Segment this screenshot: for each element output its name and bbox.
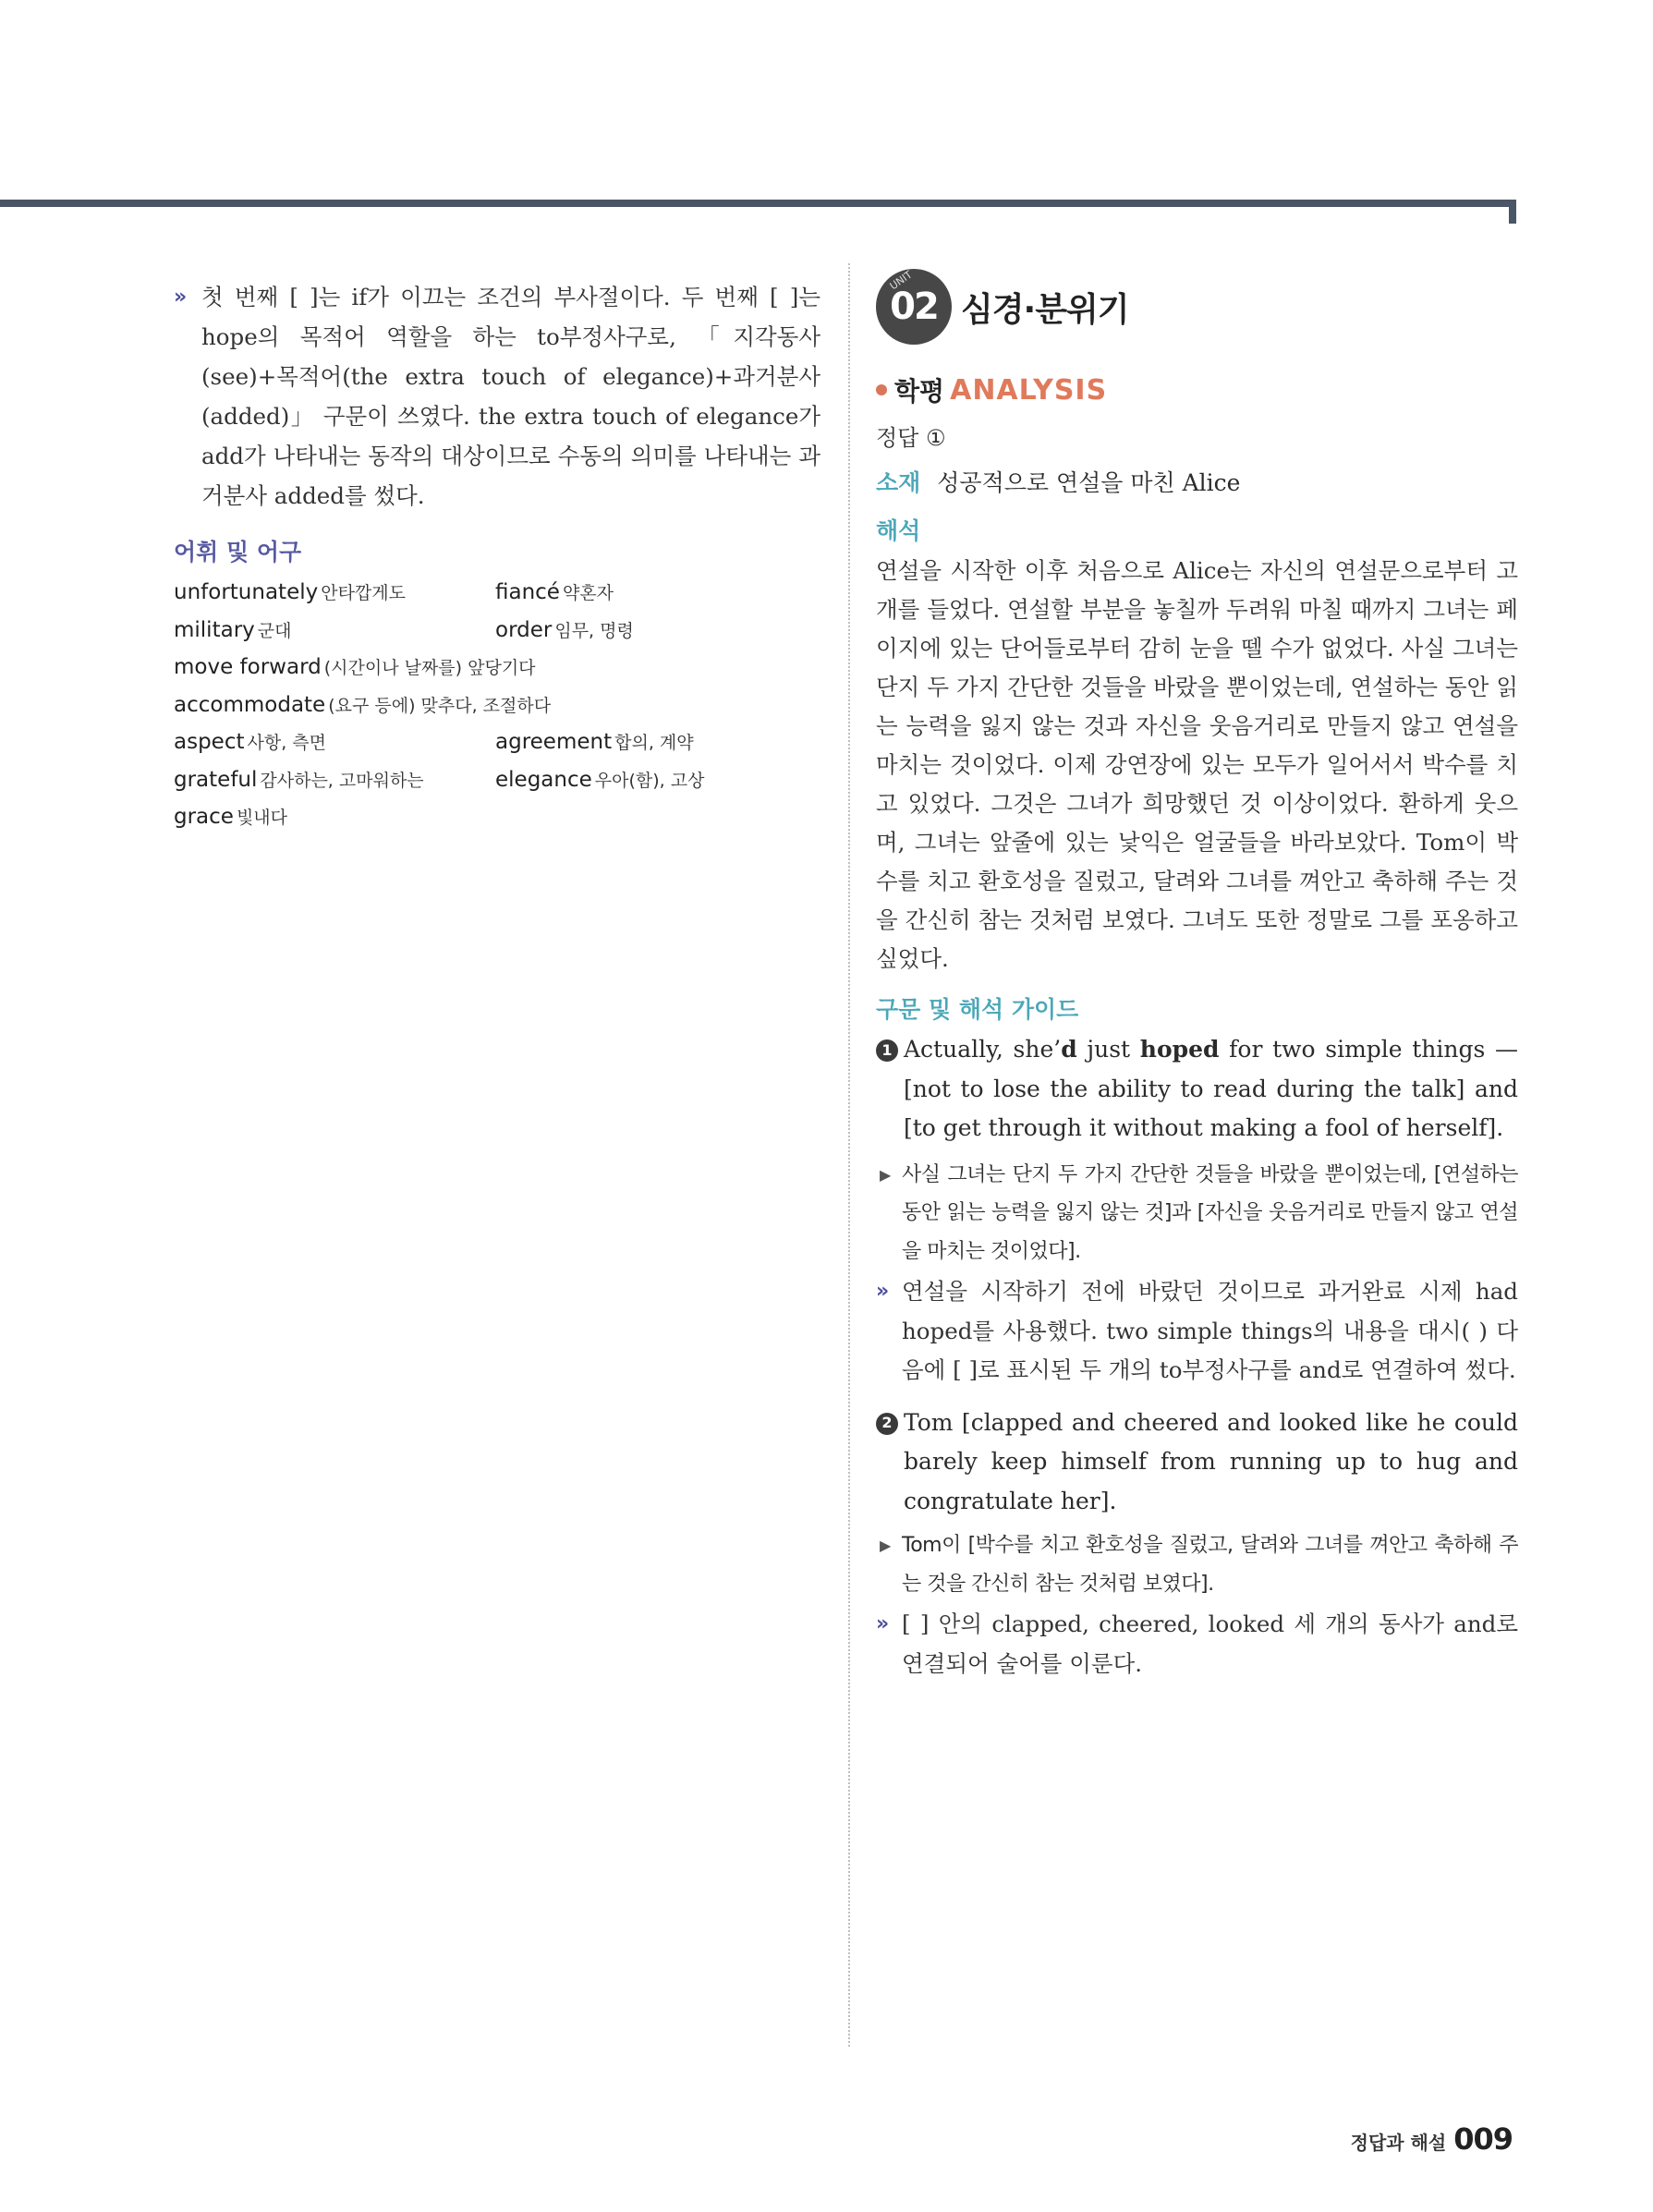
translation-title: 해석 [876,517,921,544]
vocab-word: fiancé [495,580,560,604]
vocab-row [174,762,820,800]
triangle-right-icon: ▶ [880,1537,891,1554]
vocab-row [174,799,820,837]
vocab-title: 어휘 및 어구 [174,539,302,565]
vocab-row [174,575,820,613]
vocab-row [174,687,820,725]
vocab-list [174,575,820,837]
left-column [174,277,820,837]
grammar-note [174,277,820,516]
vocab-entry [495,762,704,800]
sentence-2: Tom [clapped and cheered and looked like he could barely keep himself from running up to hug and congratulate her]. [904,1408,1518,1514]
translation-1-text: 사실 그녀는 단지 두 가지 간단한 것들을 바랐을 뿐이었는데, [연설하는 동안 읽는 능력을 잃지 않는 것]과 [자신을 웃음거리로 만들지 않고 연설을 마치는 것이었다]. [902,1162,1518,1263]
analysis-en: ANALYSIS [950,373,1108,407]
vocab-entry [174,687,552,725]
page-footer [1351,2121,1513,2157]
vocab-word: grace [174,805,234,829]
double-chevron-icon: » [876,1612,887,1635]
vocab-entry [495,575,614,613]
unit-header [876,268,1518,346]
header-rule [0,200,1516,207]
vocab-meaning: (시간이나 날짜를) 앞당기다 [323,658,536,678]
number-1-icon: 1 [876,1039,898,1062]
guide-item-2 [876,1404,1518,1522]
vocab-meaning: 감사하는, 고마워하는 [260,770,424,791]
vocab-entry [174,650,536,687]
sentence-1-e: for two simple things — [not to lose the ability to read during the talk] and [to get through it without making a fool of herself]. [904,1036,1519,1141]
vocab-entry [174,575,495,613]
translation-2-text: Tom이 [박수를 치고 환호성을 질렀고, 달려와 그녀를 껴안고 축하해 주는 것을 간신히 참는 것처럼 보였다]. [902,1534,1518,1596]
vocab-entry [174,613,495,650]
guide-title: 구문 및 해석 가이드 [876,996,1079,1023]
column-divider [848,263,850,2047]
topic [876,465,1518,498]
vocab-word: military [174,617,255,642]
vocab-entry [174,724,495,762]
vocab-word: agreement [495,730,613,754]
note-2-text: [ ] 안의 clapped, cheered, looked 세 개의 동사가 and로 연결되어 술어를 이룬다. [902,1610,1518,1677]
vocab-word: elegance [495,767,592,792]
vocab-entry [174,799,495,837]
vocab-word: unfortunately [174,580,319,604]
topic-label: 소재 [876,469,921,496]
unit-label: UNIT [887,268,915,293]
vocab-meaning: 빛내다 [236,808,288,828]
vocab-row [174,650,820,687]
unit-number: 02 [890,286,938,328]
vocab-word: move forward [174,655,322,679]
note-1-text: 연설을 시작하기 전에 바랐던 것이므로 과거완료 시제 had hoped를 사용했다. two simple things의 내용을 대시( ) 다음에 [ ]로 표시된 두 개의 to부정사구를 and로 연결하여 썼다. [902,1278,1518,1383]
header-rule-tick [1509,200,1516,224]
vocab-entry [495,724,694,762]
translation-text: 연설을 시작한 이후 처음으로 Alice는 자신의 연설문으로부터 고개를 들었다. 연설할 부분을 놓칠까 두려워 마칠 때까지 그녀는 페이지에 있는 단어들로부터 감히 눈을 뗄 수가 없었다. 사실 그녀는 단지 두 가지 간단한 것들을 바랐을 뿐이었는데, 연설하는 동안 읽는 능력을 잃지 않는 것과 자신을 웃음거리로 만들지 않고 연설을 마치는 것이었다. 이제 강연장에 있는 모두가 일어서서 박수를 치고 있었다. 그것은 그녀가 희망했던 것 이상이었다. 환하게 웃으며, 그녀는 앞줄에 있는 낯익은 얼굴들을 바라보았다. Tom이 박수를 치고 환호성을 질렀고, 달려와 그녀를 껴안고 축하해 주는 것을 간신히 참는 것처럼 보였다. 그녀도 또한 정말로 그를 포옹하고 싶었다. [876,557,1518,972]
vocab-row [174,724,820,762]
vocab-word: aspect [174,730,245,754]
vocab-entry [495,613,634,650]
vocab-meaning: (요구 등에) 맞추다, 조절하다 [328,695,552,716]
unit-title: 심경·분위기 [961,290,1129,329]
guide-translation-1 [876,1156,1518,1271]
vocab-meaning: 합의, 계약 [614,733,694,753]
sentence-1-a: Actually, she’ [904,1036,1062,1063]
vocab-entry [174,762,495,800]
double-chevron-icon: » [876,1280,887,1303]
vocab-row [174,613,820,650]
analysis-ko: 학평 [894,376,945,407]
vocab-meaning: 사항, 측면 [247,733,326,753]
analysis-heading [876,371,1518,408]
vocab-meaning: 임무, 명령 [554,620,634,641]
answer: 정답 ① [876,425,946,451]
footer-label: 정답과 해설 [1350,2132,1447,2154]
guide-translation-2 [876,1526,1518,1603]
vocab-word: grateful [174,767,258,792]
right-column [876,268,1518,1683]
bullet-dot-icon [876,384,887,395]
sentence-1-b: d [1061,1036,1077,1063]
guide-note-2 [876,1605,1518,1683]
guide-item-1 [876,1030,1518,1149]
topic-text: 성공적으로 연설을 마친 Alice [937,469,1241,496]
guide-note-1 [876,1272,1518,1391]
vocab-meaning: 안타깝게도 [321,583,406,603]
number-2-icon: 2 [876,1413,898,1435]
grammar-note-text: 첫 번째 [ ]는 if가 이끄는 조건의 부사절이다. 두 번째 [ ]는 hope의 목적어 역할을 하는 to부정사구로, 「지각동사(see)+목적어(the extra touch of elegance)+과거분사(added)」 구문이 쓰였다. the extra touch of elegance가 add가 나타내는 동작의 대상이므로 수동의 의미를 나타내는 과거분사 added를 썼다. [201,284,820,509]
vocab-meaning: 약혼자 [562,583,614,603]
sentence-1-d: hoped [1139,1036,1220,1063]
vocab-word: accommodate [174,692,326,717]
vocab-word: order [495,617,553,642]
sentence-1-c: just [1076,1036,1140,1063]
vocab-meaning: 우아(함), 고상 [594,770,705,791]
page-number: 009 [1453,2121,1513,2157]
double-chevron-icon: » [174,286,185,309]
triangle-right-icon: ▶ [880,1165,891,1184]
vocab-meaning: 군대 [257,620,292,641]
unit-badge [876,269,952,345]
